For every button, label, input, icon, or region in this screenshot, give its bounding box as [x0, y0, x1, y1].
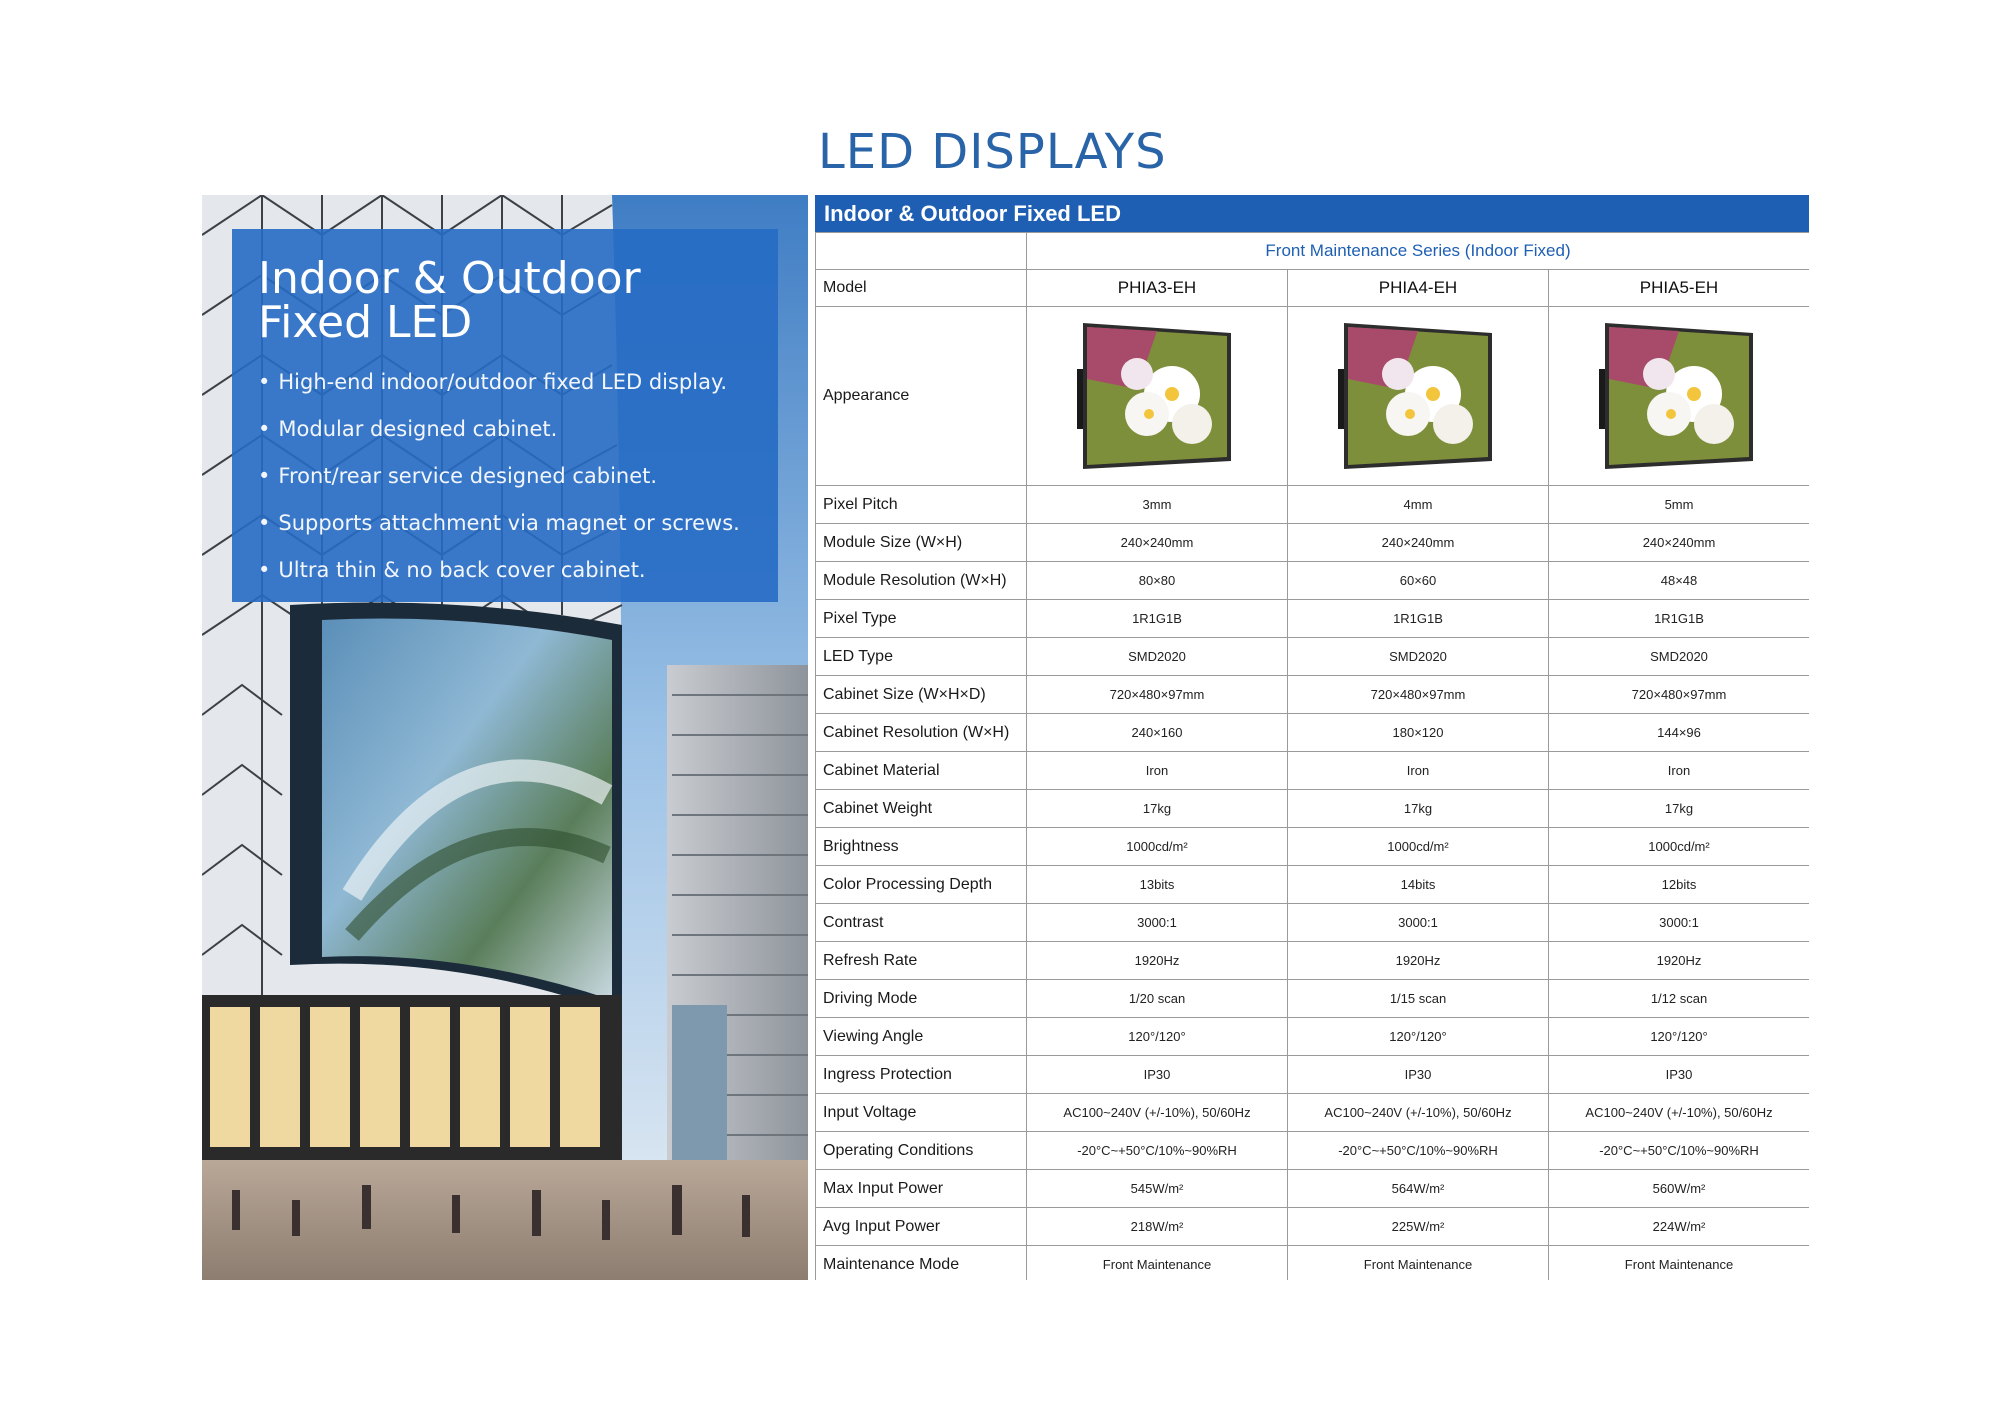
spec-value: SMD2020 — [1027, 638, 1288, 676]
spec-label: Input Voltage — [816, 1094, 1027, 1132]
spec-label: Pixel Pitch — [816, 486, 1027, 524]
spec-row — [816, 942, 1810, 980]
spec-label: Cabinet Resolution (W×H) — [816, 714, 1027, 752]
spec-value: Front Maintenance — [1288, 1246, 1549, 1281]
spec-value: -20°C~+50°C/10%~90%RH — [1027, 1132, 1288, 1170]
spec-label: Operating Conditions — [816, 1132, 1027, 1170]
spec-value: 144×96 — [1549, 714, 1810, 752]
feature-item: • Modular designed cabinet. — [258, 406, 758, 453]
spec-value: 180×120 — [1288, 714, 1549, 752]
spec-row — [816, 752, 1810, 790]
appearance-cell — [1288, 307, 1549, 486]
spec-value: 1000cd/m² — [1288, 828, 1549, 866]
model-row — [816, 270, 1810, 307]
spec-row — [816, 790, 1810, 828]
spec-value: 3000:1 — [1288, 904, 1549, 942]
spec-row — [816, 562, 1810, 600]
spec-value: 225W/m² — [1288, 1208, 1549, 1246]
spec-value: 3000:1 — [1549, 904, 1810, 942]
spec-value: 13bits — [1027, 866, 1288, 904]
spec-row — [816, 638, 1810, 676]
spec-value: 1920Hz — [1027, 942, 1288, 980]
spec-value: 5mm — [1549, 486, 1810, 524]
spec-value: 1R1G1B — [1288, 600, 1549, 638]
spec-row — [816, 866, 1810, 904]
overlay-heading — [258, 253, 758, 348]
spec-value: 1/20 scan — [1027, 980, 1288, 1018]
model-label: Model — [816, 270, 1027, 307]
spec-value: Front Maintenance — [1549, 1246, 1810, 1281]
feature-list — [258, 359, 758, 594]
spec-value: AC100~240V (+/-10%), 50/60Hz — [1288, 1094, 1549, 1132]
spec-value: 17kg — [1027, 790, 1288, 828]
spec-row — [816, 904, 1810, 942]
spec-value: 17kg — [1549, 790, 1810, 828]
spec-row — [816, 828, 1810, 866]
spec-value: IP30 — [1549, 1056, 1810, 1094]
model-name: PHIA5-EH — [1549, 270, 1810, 307]
spec-row — [816, 524, 1810, 562]
appearance-label: Appearance — [816, 307, 1027, 486]
spec-label: Viewing Angle — [816, 1018, 1027, 1056]
spec-value: 218W/m² — [1027, 1208, 1288, 1246]
spec-value: 3000:1 — [1027, 904, 1288, 942]
spec-value: 3mm — [1027, 486, 1288, 524]
spec-value: AC100~240V (+/-10%), 50/60Hz — [1027, 1094, 1288, 1132]
spec-value: 12bits — [1549, 866, 1810, 904]
appearance-cell — [1549, 307, 1810, 486]
spec-row — [816, 1208, 1810, 1246]
overlay-heading-line-1: Indoor & Outdoor — [258, 253, 641, 304]
spec-value: Front Maintenance — [1027, 1246, 1288, 1281]
spec-row — [816, 1170, 1810, 1208]
feature-overlay — [232, 229, 778, 602]
spec-row — [816, 1018, 1810, 1056]
spec-value: 1R1G1B — [1027, 600, 1288, 638]
spec-row — [816, 600, 1810, 638]
spec-value: 720×480×97mm — [1549, 676, 1810, 714]
spec-value: SMD2020 — [1288, 638, 1549, 676]
spec-value: -20°C~+50°C/10%~90%RH — [1288, 1132, 1549, 1170]
spec-value: 240×240mm — [1027, 524, 1288, 562]
spec-section — [815, 195, 1809, 1280]
spec-value: 120°/120° — [1549, 1018, 1810, 1056]
spec-label: Color Processing Depth — [816, 866, 1027, 904]
spec-label: Module Resolution (W×H) — [816, 562, 1027, 600]
spec-value: 120°/120° — [1288, 1018, 1549, 1056]
spec-value: 224W/m² — [1549, 1208, 1810, 1246]
spec-value: 17kg — [1288, 790, 1549, 828]
feature-item: • Supports attachment via magnet or screws. — [258, 500, 758, 547]
spec-label: Cabinet Weight — [816, 790, 1027, 828]
spec-row — [816, 1056, 1810, 1094]
spec-label: Cabinet Size (W×H×D) — [816, 676, 1027, 714]
spec-value: Iron — [1549, 752, 1810, 790]
spec-label: Ingress Protection — [816, 1056, 1027, 1094]
spec-label: Refresh Rate — [816, 942, 1027, 980]
spec-table — [815, 232, 1809, 1280]
spec-label: Cabinet Material — [816, 752, 1027, 790]
spec-value: 1000cd/m² — [1027, 828, 1288, 866]
spec-label: Avg Input Power — [816, 1208, 1027, 1246]
cabinet-product-image — [1599, 319, 1759, 474]
spec-value: 240×160 — [1027, 714, 1288, 752]
spec-value: 1000cd/m² — [1549, 828, 1810, 866]
section-header: Indoor & Outdoor Fixed LED — [815, 195, 1809, 232]
cabinet-product-image — [1338, 319, 1498, 474]
spec-value: 1920Hz — [1549, 942, 1810, 980]
spec-label: Maintenance Mode — [816, 1246, 1027, 1281]
spec-value: 80×80 — [1027, 562, 1288, 600]
spec-value: 14bits — [1288, 866, 1549, 904]
overlay-heading-line-2: Fixed LED — [258, 297, 473, 348]
spec-value: 564W/m² — [1288, 1170, 1549, 1208]
spec-value: 1/12 scan — [1549, 980, 1810, 1018]
spec-label: Contrast — [816, 904, 1027, 942]
spec-value: IP30 — [1288, 1056, 1549, 1094]
spec-value: 1920Hz — [1288, 942, 1549, 980]
spec-value: AC100~240V (+/-10%), 50/60Hz — [1549, 1094, 1810, 1132]
spec-value: Iron — [1027, 752, 1288, 790]
cabinet-product-image — [1077, 319, 1237, 474]
spec-row — [816, 676, 1810, 714]
spec-value: 120°/120° — [1027, 1018, 1288, 1056]
spec-value: 560W/m² — [1549, 1170, 1810, 1208]
spec-label: Driving Mode — [816, 980, 1027, 1018]
spec-value: 545W/m² — [1027, 1170, 1288, 1208]
spec-label: LED Type — [816, 638, 1027, 676]
spec-label: Pixel Type — [816, 600, 1027, 638]
series-row — [816, 233, 1810, 270]
hero-image-panel — [202, 195, 808, 1280]
spec-value: 48×48 — [1549, 562, 1810, 600]
appearance-row — [816, 307, 1810, 486]
spec-value: 4mm — [1288, 486, 1549, 524]
spec-value: Iron — [1288, 752, 1549, 790]
spec-value: 720×480×97mm — [1027, 676, 1288, 714]
model-name: PHIA3-EH — [1027, 270, 1288, 307]
series-blank-cell — [816, 233, 1027, 270]
spec-row — [816, 1094, 1810, 1132]
series-label: Front Maintenance Series (Indoor Fixed) — [1027, 233, 1810, 270]
spec-label: Brightness — [816, 828, 1027, 866]
model-name: PHIA4-EH — [1288, 270, 1549, 307]
spec-value: IP30 — [1027, 1056, 1288, 1094]
spec-value: 60×60 — [1288, 562, 1549, 600]
spec-value: -20°C~+50°C/10%~90%RH — [1549, 1132, 1810, 1170]
spec-row — [816, 714, 1810, 752]
spec-value: 240×240mm — [1549, 524, 1810, 562]
feature-item: • Ultra thin & no back cover cabinet. — [258, 547, 758, 594]
spec-row — [816, 1132, 1810, 1170]
spec-value: 1R1G1B — [1549, 600, 1810, 638]
spec-row — [816, 980, 1810, 1018]
spec-row — [816, 1246, 1810, 1281]
spec-value: 1/15 scan — [1288, 980, 1549, 1018]
spec-value: SMD2020 — [1549, 638, 1810, 676]
page-title: LED DISPLAYS — [818, 124, 1167, 180]
spec-value: 720×480×97mm — [1288, 676, 1549, 714]
feature-item: • High-end indoor/outdoor fixed LED display. — [258, 359, 758, 406]
appearance-cell — [1027, 307, 1288, 486]
feature-item: • Front/rear service designed cabinet. — [258, 453, 758, 500]
spec-label: Module Size (W×H) — [816, 524, 1027, 562]
spec-value: 240×240mm — [1288, 524, 1549, 562]
spec-row — [816, 486, 1810, 524]
spec-label: Max Input Power — [816, 1170, 1027, 1208]
